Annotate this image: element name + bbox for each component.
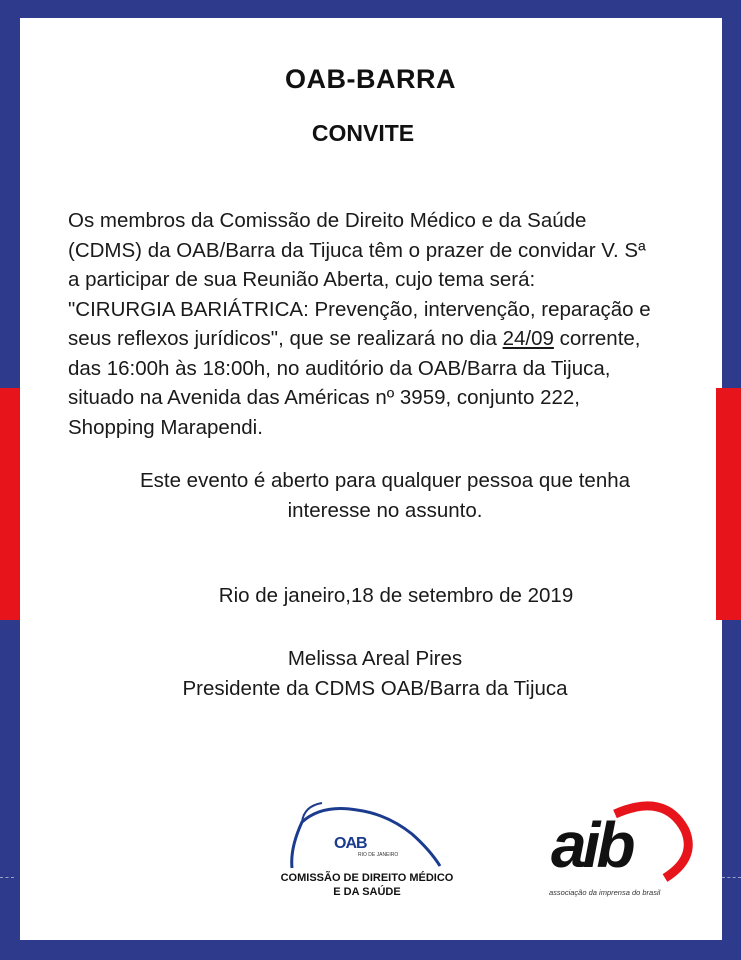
body-line-part: corrente, bbox=[553, 327, 641, 350]
cdms-name-line: COMISSÃO DE DIREITO MÉDICO bbox=[280, 872, 454, 884]
aib-wordmark: aib bbox=[551, 809, 632, 881]
signer-name: Melissa Areal Pires bbox=[287, 647, 463, 670]
divider-dashes bbox=[722, 877, 741, 878]
cdms-logo bbox=[262, 800, 472, 910]
body-line: Os membros da Comissão de Direito Médico e da Saúde bbox=[68, 209, 587, 232]
cdms-name-line: E DA SAÚDE bbox=[333, 886, 401, 898]
body-line: situado na Avenida das Américas nº 3959, conjunto 222, bbox=[68, 386, 580, 409]
signer-role: Presidente da CDMS OAB/Barra da Tijuca bbox=[182, 676, 568, 700]
aib-tagline: associação da imprensa do brasil bbox=[549, 888, 661, 897]
oab-mark-text: OAB bbox=[334, 835, 367, 852]
event-note-line: Este evento é aberto para qualquer pessoa que tenha bbox=[139, 469, 631, 492]
event-note-line: interesse no assunto. bbox=[287, 498, 483, 522]
signature-block bbox=[0, 644, 741, 703]
body-line: Shopping Marapendi. bbox=[68, 415, 263, 439]
invitation-body bbox=[68, 206, 708, 442]
org-title: OAB-BARRA bbox=[285, 64, 456, 94]
body-line: (CDMS) da OAB/Barra da Tijuca têm o prazer de convidar V. Sª bbox=[68, 238, 646, 262]
body-line-part: seus reflexos jurídicos", que se realizará no dia bbox=[68, 327, 503, 350]
cdms-outline-icon bbox=[262, 800, 472, 870]
event-date: 24/09 bbox=[502, 327, 554, 350]
invite-title: CONVITE bbox=[311, 120, 415, 146]
oab-logo-mark bbox=[334, 835, 367, 853]
date-line: Rio de janeiro,18 de setembro de 2019 bbox=[218, 584, 574, 607]
divider-dashes bbox=[0, 877, 14, 878]
body-line: "CIRURGIA BARIÁTRICA: Prevenção, intervenção, reparação e bbox=[68, 297, 651, 321]
oab-region: RIO DE JANEIRO bbox=[358, 852, 399, 858]
body-line: das 16:00h às 18:00h, no auditório da OAB/Barra da Tijuca, bbox=[68, 356, 611, 380]
event-note bbox=[0, 466, 741, 525]
body-line bbox=[68, 324, 708, 354]
aib-logo bbox=[545, 800, 705, 905]
body-line: a participar de sua Reunião Aberta, cujo tema será: bbox=[68, 268, 536, 291]
